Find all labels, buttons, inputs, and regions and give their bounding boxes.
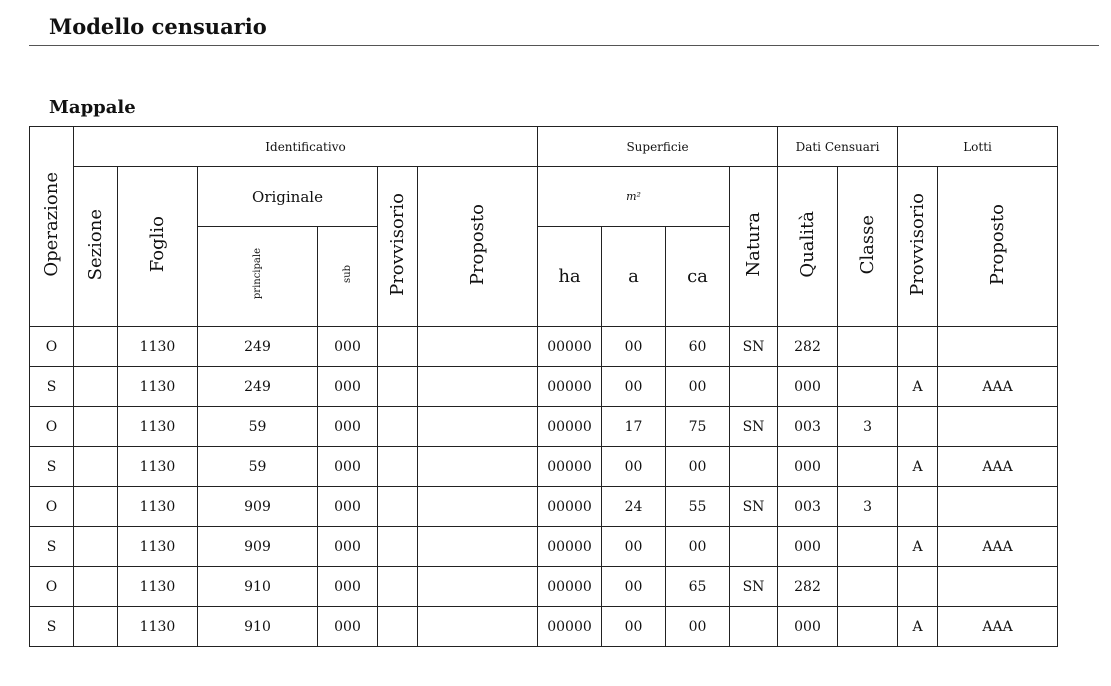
- cell-foglio: 1130: [118, 447, 198, 487]
- cell-lotti-provvisorio: A: [898, 447, 938, 487]
- title-divider: [29, 45, 1099, 46]
- header-principale: principale: [198, 227, 318, 327]
- cell-proposto: [418, 527, 538, 567]
- cell-a: 00: [602, 607, 666, 647]
- cell-ca: 75: [666, 407, 730, 447]
- header-qualita: Qualità: [778, 167, 838, 327]
- cell-sezione: [74, 327, 118, 367]
- header-group-lotti: Lotti: [898, 127, 1058, 167]
- cell-foglio: 1130: [118, 607, 198, 647]
- cell-sezione: [74, 367, 118, 407]
- cell-proposto: [418, 327, 538, 367]
- header-sub: sub: [318, 227, 378, 327]
- cell-ha: 00000: [538, 327, 602, 367]
- cell-natura: [730, 527, 778, 567]
- table-row: [30, 327, 1058, 367]
- cell-sub: 000: [318, 447, 378, 487]
- cell-provvisorio: [378, 567, 418, 607]
- header-a: a: [602, 227, 666, 327]
- cell-principale: 909: [198, 487, 318, 527]
- cell-ca: 60: [666, 327, 730, 367]
- section-title: Mappale: [49, 97, 136, 118]
- cell-principale: 910: [198, 567, 318, 607]
- cell-ca: 55: [666, 487, 730, 527]
- cell-lotti-provvisorio: A: [898, 607, 938, 647]
- header-natura: Natura: [730, 167, 778, 327]
- header-group-superficie: Superficie: [538, 127, 778, 167]
- cell-lotti-provvisorio: [898, 567, 938, 607]
- cell-sezione: [74, 487, 118, 527]
- cell-sub: 000: [318, 487, 378, 527]
- table-row: [30, 487, 1058, 527]
- cell-a: 17: [602, 407, 666, 447]
- cell-foglio: 1130: [118, 367, 198, 407]
- cell-lotti-proposto: [938, 487, 1058, 527]
- header-ha: ha: [538, 227, 602, 327]
- cell-lotti-proposto: [938, 327, 1058, 367]
- cell-ha: 00000: [538, 527, 602, 567]
- table-row: [30, 367, 1058, 407]
- cell-proposto: [418, 567, 538, 607]
- cell-ca: 65: [666, 567, 730, 607]
- cell-proposto: [418, 447, 538, 487]
- cell-provvisorio: [378, 607, 418, 647]
- cell-principale: 249: [198, 367, 318, 407]
- cell-ha: 00000: [538, 447, 602, 487]
- cell-lotti-provvisorio: [898, 407, 938, 447]
- cell-foglio: 1130: [118, 487, 198, 527]
- cell-provvisorio: [378, 407, 418, 447]
- header-ca: ca: [666, 227, 730, 327]
- cell-a: 00: [602, 527, 666, 567]
- cell-lotti-proposto: AAA: [938, 607, 1058, 647]
- cell-sezione: [74, 607, 118, 647]
- cell-qualita: 000: [778, 527, 838, 567]
- header-unit-m2: m²: [538, 167, 730, 227]
- cell-sub: 000: [318, 567, 378, 607]
- cell-proposto: [418, 407, 538, 447]
- cell-a: 24: [602, 487, 666, 527]
- cell-classe: [838, 607, 898, 647]
- cell-lotti-provvisorio: [898, 327, 938, 367]
- cell-lotti-provvisorio: A: [898, 527, 938, 567]
- cell-lotti-proposto: [938, 567, 1058, 607]
- cell-foglio: 1130: [118, 327, 198, 367]
- cell-sub: 000: [318, 327, 378, 367]
- cell-qualita: 000: [778, 447, 838, 487]
- cell-ha: 00000: [538, 607, 602, 647]
- cell-natura: SN: [730, 487, 778, 527]
- cell-principale: 249: [198, 327, 318, 367]
- cell-operazione: S: [30, 527, 74, 567]
- cell-ca: 00: [666, 367, 730, 407]
- cell-operazione: O: [30, 327, 74, 367]
- cell-natura: [730, 367, 778, 407]
- cell-natura: SN: [730, 327, 778, 367]
- cell-sub: 000: [318, 607, 378, 647]
- page-title: Modello censuario: [49, 14, 267, 39]
- header-lotti-provvisorio: Provvisorio: [898, 167, 938, 327]
- cell-operazione: S: [30, 447, 74, 487]
- cell-sub: 000: [318, 367, 378, 407]
- cell-ca: 00: [666, 447, 730, 487]
- cell-ha: 00000: [538, 407, 602, 447]
- cell-operazione: O: [30, 487, 74, 527]
- header-group-dati-censuari: Dati Censuari: [778, 127, 898, 167]
- cell-ha: 00000: [538, 567, 602, 607]
- cell-classe: 3: [838, 407, 898, 447]
- cell-classe: [838, 367, 898, 407]
- cell-natura: SN: [730, 567, 778, 607]
- table-row: [30, 607, 1058, 647]
- cell-lotti-provvisorio: [898, 487, 938, 527]
- cell-foglio: 1130: [118, 527, 198, 567]
- cell-lotti-proposto: AAA: [938, 527, 1058, 567]
- mappale-table: [29, 126, 1058, 647]
- cell-qualita: 000: [778, 367, 838, 407]
- cell-provvisorio: [378, 327, 418, 367]
- cell-lotti-proposto: AAA: [938, 447, 1058, 487]
- table-row: [30, 447, 1058, 487]
- cell-proposto: [418, 487, 538, 527]
- cell-a: 00: [602, 567, 666, 607]
- cell-proposto: [418, 367, 538, 407]
- cell-classe: 3: [838, 487, 898, 527]
- cell-operazione: S: [30, 367, 74, 407]
- cell-natura: [730, 607, 778, 647]
- cell-sub: 000: [318, 527, 378, 567]
- cell-ha: 00000: [538, 487, 602, 527]
- cell-classe: [838, 567, 898, 607]
- cell-principale: 59: [198, 447, 318, 487]
- cell-lotti-proposto: [938, 407, 1058, 447]
- cell-classe: [838, 447, 898, 487]
- header-lotti-proposto: Proposto: [938, 167, 1058, 327]
- table-row: [30, 567, 1058, 607]
- cell-qualita: 003: [778, 407, 838, 447]
- cell-classe: [838, 327, 898, 367]
- cell-provvisorio: [378, 367, 418, 407]
- cell-classe: [838, 527, 898, 567]
- cell-provvisorio: [378, 527, 418, 567]
- cell-a: 00: [602, 367, 666, 407]
- header-proposto: Proposto: [418, 167, 538, 327]
- cell-sezione: [74, 407, 118, 447]
- cell-provvisorio: [378, 447, 418, 487]
- cell-lotti-proposto: AAA: [938, 367, 1058, 407]
- cell-sezione: [74, 447, 118, 487]
- table-row: [30, 527, 1058, 567]
- cell-foglio: 1130: [118, 407, 198, 447]
- cell-ca: 00: [666, 607, 730, 647]
- header-group-identificativo: Identificativo: [74, 127, 538, 167]
- cell-ca: 00: [666, 527, 730, 567]
- header-originale: Originale: [198, 167, 378, 227]
- cell-natura: [730, 447, 778, 487]
- cell-qualita: 282: [778, 327, 838, 367]
- cell-sezione: [74, 567, 118, 607]
- cell-proposto: [418, 607, 538, 647]
- cell-principale: 59: [198, 407, 318, 447]
- cell-a: 00: [602, 447, 666, 487]
- header-foglio: Foglio: [118, 167, 198, 327]
- cell-qualita: 003: [778, 487, 838, 527]
- cell-qualita: 282: [778, 567, 838, 607]
- cell-natura: SN: [730, 407, 778, 447]
- cell-sezione: [74, 527, 118, 567]
- cell-ha: 00000: [538, 367, 602, 407]
- cell-lotti-provvisorio: A: [898, 367, 938, 407]
- cell-principale: 909: [198, 527, 318, 567]
- cell-principale: 910: [198, 607, 318, 647]
- cell-provvisorio: [378, 487, 418, 527]
- header-provvisorio: Provvisorio: [378, 167, 418, 327]
- cell-a: 00: [602, 327, 666, 367]
- cell-operazione: S: [30, 607, 74, 647]
- table-row: [30, 407, 1058, 447]
- cell-operazione: O: [30, 407, 74, 447]
- cell-sub: 000: [318, 407, 378, 447]
- header-classe: Classe: [838, 167, 898, 327]
- header-sezione: Sezione: [74, 167, 118, 327]
- cell-foglio: 1130: [118, 567, 198, 607]
- cell-operazione: O: [30, 567, 74, 607]
- header-operazione: Operazione: [30, 127, 74, 327]
- cell-qualita: 000: [778, 607, 838, 647]
